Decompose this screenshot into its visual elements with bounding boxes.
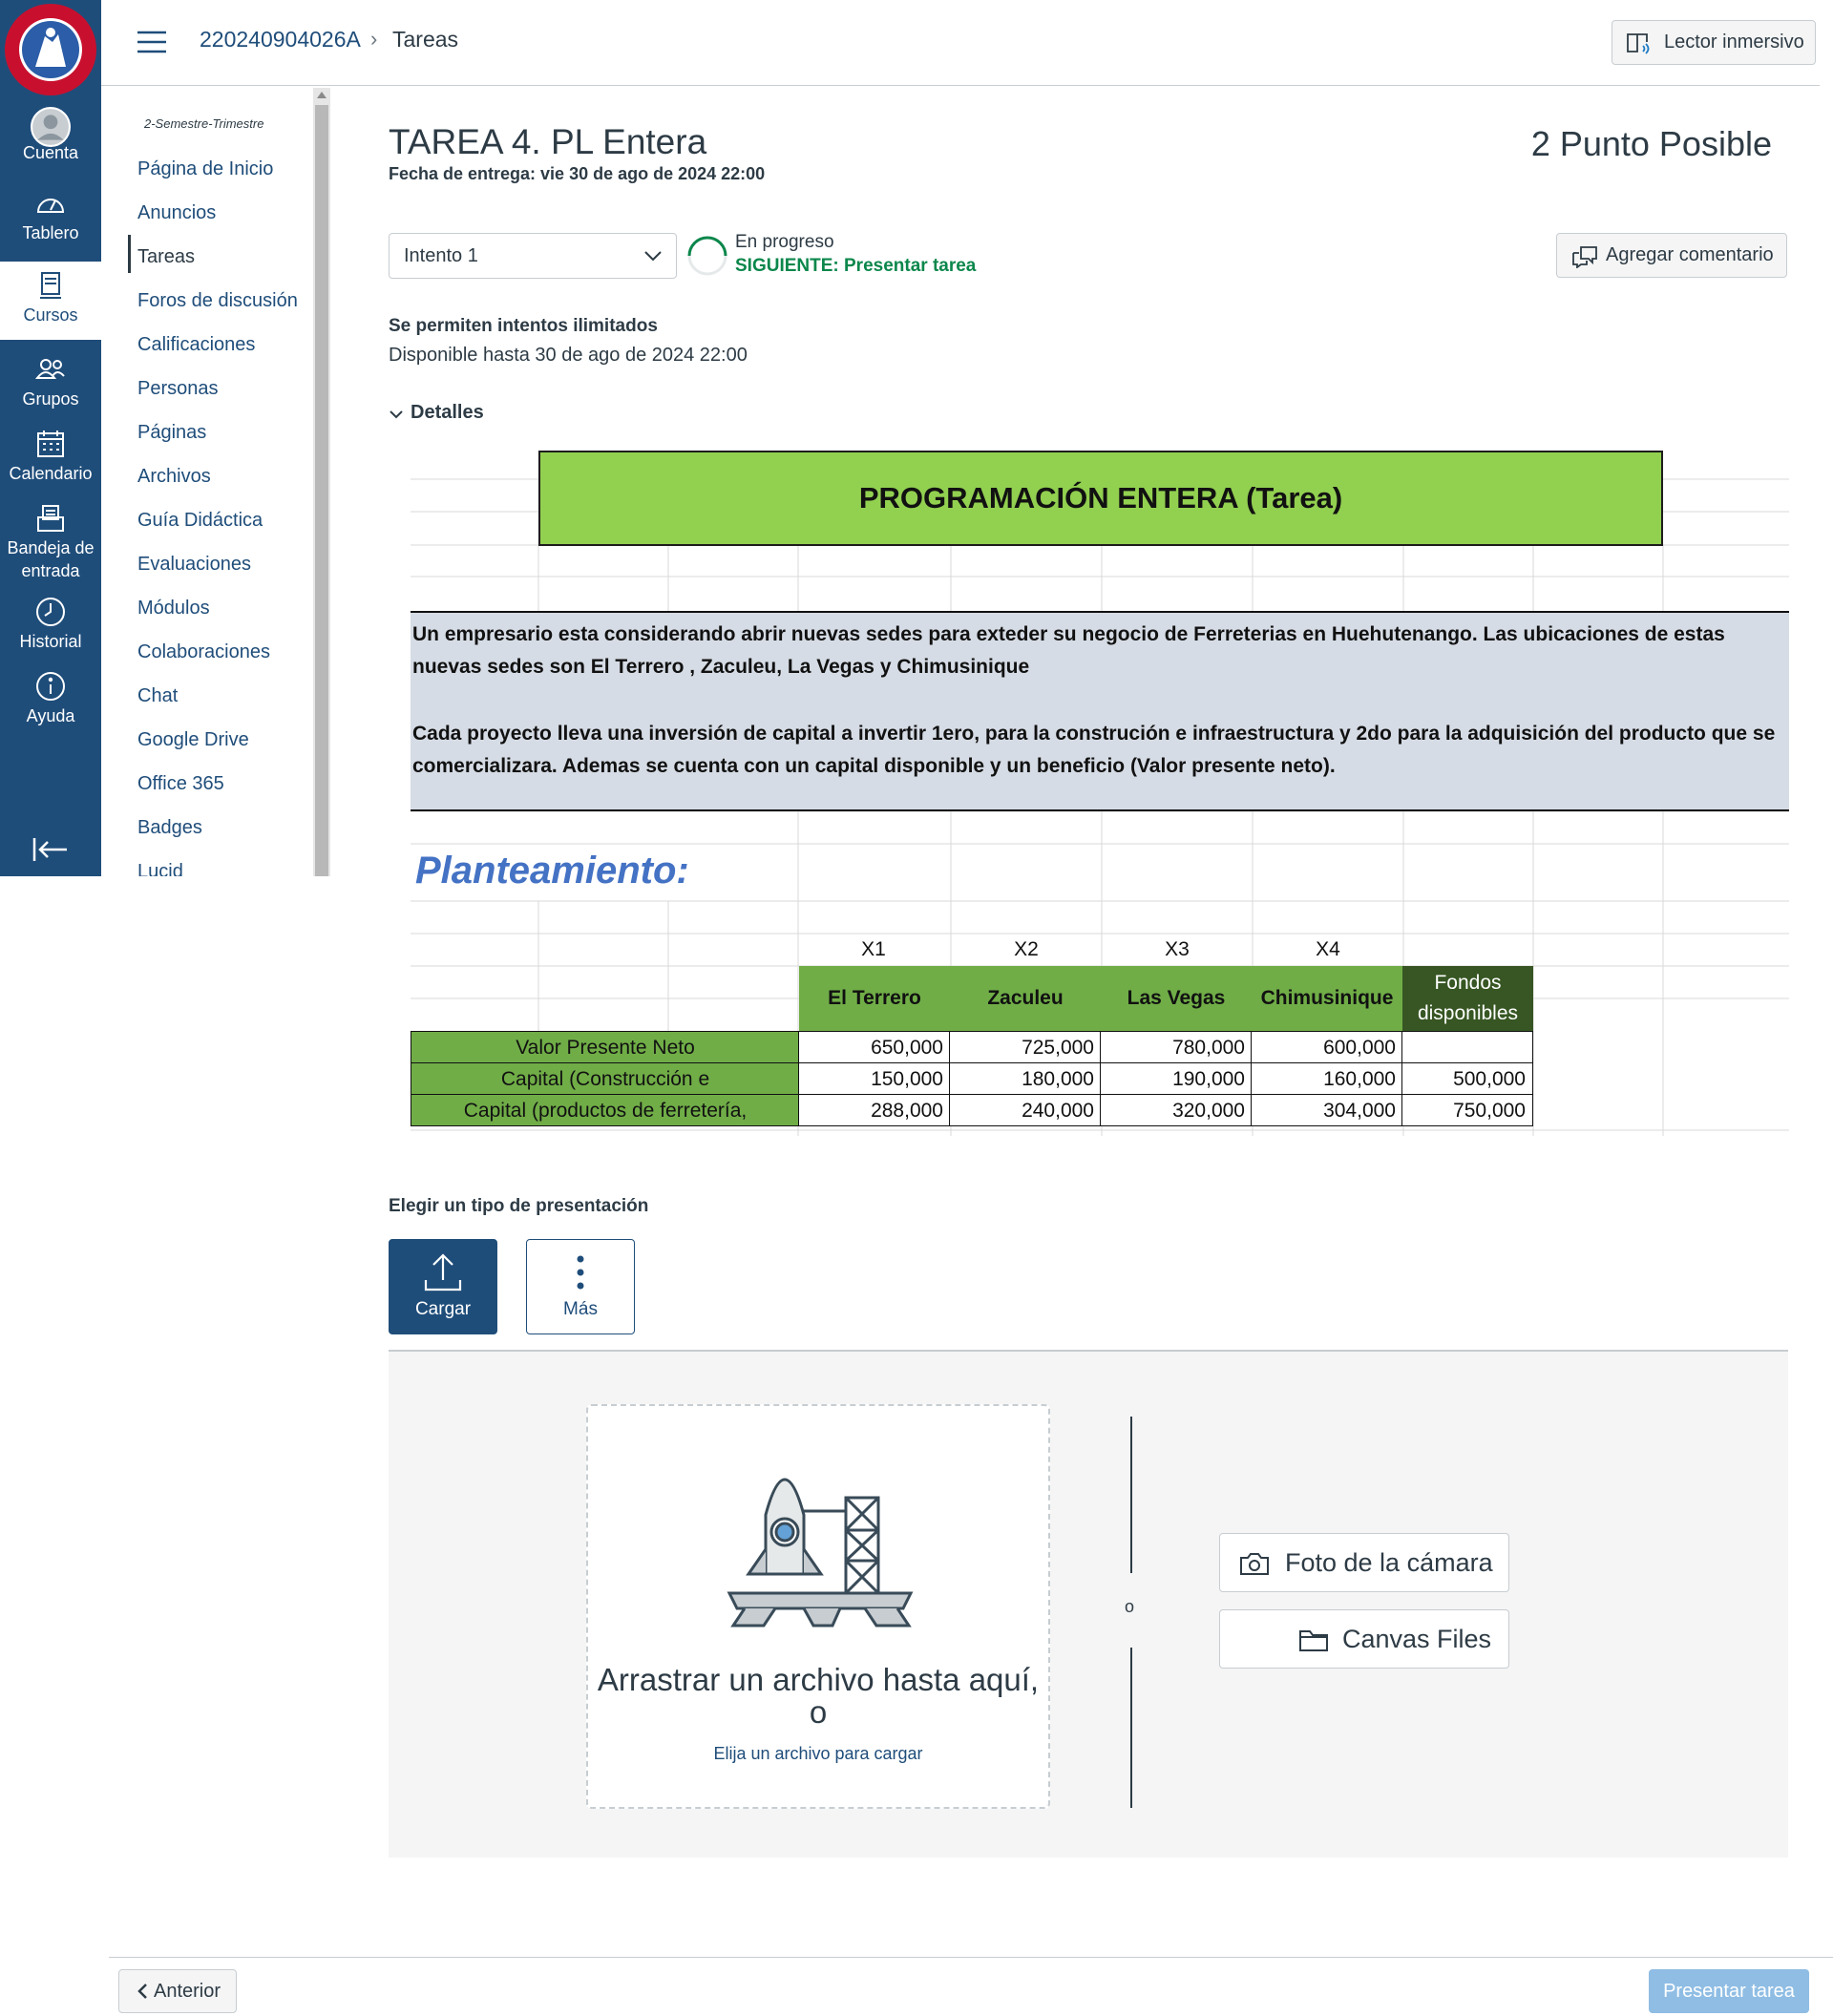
column-header: Las Vegas xyxy=(1101,966,1252,1031)
course-nav-scrollbar[interactable] xyxy=(313,88,330,876)
row-label: Valor Presente Neto xyxy=(411,1031,800,1063)
table-cell: 725,000 xyxy=(949,1031,1102,1063)
file-dropzone[interactable] xyxy=(586,1404,1050,1809)
inbox-icon xyxy=(0,494,101,536)
table-cell: 600,000 xyxy=(1251,1031,1403,1063)
global-nav-inbox[interactable] xyxy=(0,494,101,580)
row-label: Capital (Construcción e xyxy=(411,1062,800,1095)
table-cell: 500,000 xyxy=(1401,1062,1533,1095)
divider xyxy=(1130,1648,1132,1808)
row-label: Capital (productos de ferretería, xyxy=(411,1094,800,1126)
variable-label: X3 xyxy=(1165,938,1190,960)
more-type-button[interactable] xyxy=(526,1239,635,1334)
course-nav-discussions[interactable]: Foros de discusión xyxy=(137,290,298,311)
webcam-photo-label: Foto de la cámara xyxy=(1285,1548,1493,1577)
table-cell: 288,000 xyxy=(798,1094,951,1126)
course-nav-announcements[interactable]: Anuncios xyxy=(137,202,217,223)
page-header xyxy=(101,0,1820,86)
global-nav-label: Bandeja de entrada xyxy=(7,538,95,580)
folder-icon xyxy=(1298,1628,1329,1652)
variable-label: X2 xyxy=(1014,938,1039,960)
attempt-select[interactable] xyxy=(389,233,677,279)
help-icon xyxy=(0,662,101,704)
sheet-title: PROGRAMACIÓN ENTERA (Tarea) xyxy=(538,451,1663,546)
calendar-icon xyxy=(0,420,101,462)
column-header: Zaculeu xyxy=(950,966,1101,1031)
camera-icon xyxy=(1239,1551,1270,1576)
global-nav-label: Cuenta xyxy=(22,143,79,162)
due-date: Fecha de entrega: vie 30 de ago de 2024 22:00 xyxy=(389,164,766,183)
canvas-files-button[interactable] xyxy=(1219,1609,1509,1669)
global-nav-groups[interactable] xyxy=(0,346,101,420)
global-nav-history[interactable] xyxy=(0,588,101,662)
attempts-allowed: Se permiten intentos ilimitados xyxy=(389,316,658,336)
page-footer xyxy=(109,1957,1833,2016)
course-nav-collaborations[interactable]: Colaboraciones xyxy=(137,641,270,662)
canvas-files-label: Canvas Files xyxy=(1342,1625,1492,1653)
global-nav-dashboard[interactable] xyxy=(0,179,101,254)
table-cell: 160,000 xyxy=(1251,1062,1403,1095)
table-cell: 190,000 xyxy=(1100,1062,1253,1095)
course-nav-guide[interactable]: Guía Didáctica xyxy=(137,510,263,531)
global-nav-calendar[interactable] xyxy=(0,420,101,494)
choose-file-link[interactable]: Elija un archivo para cargar xyxy=(713,1744,923,1763)
progress-ring-icon xyxy=(686,235,728,277)
course-nav-files[interactable]: Archivos xyxy=(137,466,211,487)
course-nav-office365[interactable]: Office 365 xyxy=(137,773,224,794)
scroll-up-icon[interactable] xyxy=(317,92,327,98)
university-logo[interactable] xyxy=(3,0,98,99)
sheet-section-title: Planteamiento: xyxy=(415,850,689,892)
groups-icon xyxy=(0,346,101,388)
table-cell xyxy=(1401,1031,1533,1063)
course-nav-badges[interactable]: Badges xyxy=(137,817,202,838)
table-cell: 320,000 xyxy=(1100,1094,1253,1126)
course-nav-modules[interactable]: Módulos xyxy=(137,598,210,619)
sheet-paragraph-2: Cada proyecto lleva una inversión de capital a invertir 1ero, para la construción e infraestructura y 2do para la adquisición del producto que se comercializara. Ademas se cuenta con un capital disponible y un beneficio (Valor presente neto). xyxy=(412,723,1776,777)
breadcrumb-separator: › xyxy=(370,27,378,51)
variable-label: X4 xyxy=(1316,938,1340,960)
table-cell: 180,000 xyxy=(949,1062,1102,1095)
global-nav-label: Calendario xyxy=(9,464,93,483)
dashboard-icon xyxy=(0,179,101,221)
table-cell: 650,000 xyxy=(798,1031,951,1063)
courses-icon xyxy=(0,262,101,304)
submission-type-heading: Elegir un tipo de presentación xyxy=(389,1196,649,1216)
sheet-description xyxy=(411,611,1789,811)
assignment-spreadsheet-image xyxy=(411,449,1789,1136)
add-comment-button[interactable] xyxy=(1556,233,1787,278)
divider xyxy=(1130,1417,1132,1573)
chevron-left-icon xyxy=(137,1983,148,2000)
submit-assignment-button[interactable]: Presentar tarea xyxy=(1649,1969,1809,2013)
attempt-select-value: Intento 1 xyxy=(404,245,478,266)
more-vertical-icon xyxy=(527,1240,634,1299)
upload-type-label: Cargar xyxy=(414,1299,472,1319)
global-nav-courses[interactable] xyxy=(0,262,101,340)
course-nav-home[interactable]: Página de Inicio xyxy=(137,158,274,179)
add-comment-label: Agregar comentario xyxy=(1606,244,1774,265)
comment-icon xyxy=(1571,245,1598,268)
webcam-photo-button[interactable] xyxy=(1219,1533,1509,1592)
immersive-reader-label: Lector inmersivo xyxy=(1664,32,1804,52)
details-toggle[interactable] xyxy=(389,402,484,424)
course-nav-quizzes[interactable]: Evaluaciones xyxy=(137,554,251,575)
table-cell: 304,000 xyxy=(1251,1094,1403,1126)
upload-panel xyxy=(389,1350,1788,1858)
submission-status: En progreso xyxy=(735,232,834,252)
active-indicator xyxy=(128,235,131,273)
table-cell: 240,000 xyxy=(949,1094,1102,1126)
table-cell: 780,000 xyxy=(1100,1031,1253,1063)
global-nav-label: Historial xyxy=(19,632,82,651)
global-nav-help[interactable] xyxy=(0,662,101,737)
global-nav-label: Grupos xyxy=(22,389,79,409)
global-nav-label: Cursos xyxy=(23,305,78,325)
table-cell: 150,000 xyxy=(798,1062,951,1095)
assignment-title: TAREA 4. PL Entera xyxy=(389,122,707,161)
column-header: El Terrero xyxy=(799,966,950,1031)
course-term: 2-Semestre-Trimestre xyxy=(144,116,264,131)
funds-header: Fondos disponibles xyxy=(1402,966,1533,1031)
available-until: Disponible hasta 30 de ago de 2024 22:00 xyxy=(389,345,748,366)
dropzone-text: Arrastrar un archivo hasta aquí, o xyxy=(597,1662,1040,1730)
rocket-launch-icon xyxy=(722,1444,918,1635)
column-header: Chimusinique xyxy=(1252,966,1402,1031)
chevron-down-icon xyxy=(643,249,663,262)
global-nav-label: Ayuda xyxy=(26,706,75,725)
global-nav-label: Tablero xyxy=(22,223,79,242)
scrollbar-thumb[interactable] xyxy=(315,105,328,876)
course-nav-assignments[interactable]: Tareas xyxy=(137,246,196,267)
avatar-icon xyxy=(0,99,101,141)
clock-icon xyxy=(0,588,101,630)
upload-type-button[interactable] xyxy=(389,1239,497,1334)
course-nav-people[interactable]: Personas xyxy=(137,378,219,399)
course-nav-pages[interactable]: Páginas xyxy=(137,422,207,443)
previous-button[interactable] xyxy=(118,1969,237,2013)
table-cell: 750,000 xyxy=(1401,1094,1533,1126)
divider-or: o xyxy=(1125,1597,1135,1616)
course-nav-google-drive[interactable]: Google Drive xyxy=(137,729,249,750)
next-step: SIGUIENTE: Presentar tarea xyxy=(735,256,977,276)
immersive-reader-icon xyxy=(1626,31,1653,55)
points-possible: 2 Punto Posible xyxy=(1530,124,1772,163)
global-navigation xyxy=(0,0,101,876)
course-nav-lucid[interactable]: Lucid xyxy=(137,861,183,876)
more-type-label: Más xyxy=(563,1299,598,1319)
details-label: Detalles xyxy=(411,402,484,423)
hamburger-menu-icon[interactable] xyxy=(136,29,168,55)
course-nav-chat[interactable]: Chat xyxy=(137,685,179,706)
global-nav-account[interactable] xyxy=(0,99,101,174)
course-navigation xyxy=(128,86,330,876)
collapse-nav-icon[interactable] xyxy=(29,830,71,869)
variable-label: X1 xyxy=(861,938,886,960)
course-nav-grades[interactable]: Calificaciones xyxy=(137,334,256,355)
upload-icon xyxy=(390,1240,496,1299)
chevron-down-icon xyxy=(389,409,404,420)
breadcrumb-page: Tareas xyxy=(392,27,459,52)
previous-label: Anterior xyxy=(154,1981,221,2002)
sheet-paragraph-1: Un empresario esta considerando abrir nuevas sedes para exteder su negocio de Ferreterias en Huehutenango. Las ubicaciones de estas nuevas sedes son El Terrero , Zaculeu, La Vegas y Chimusinique xyxy=(412,623,1725,678)
breadcrumb-course[interactable]: 220240904026A xyxy=(200,27,361,52)
immersive-reader-button[interactable] xyxy=(1612,20,1816,65)
